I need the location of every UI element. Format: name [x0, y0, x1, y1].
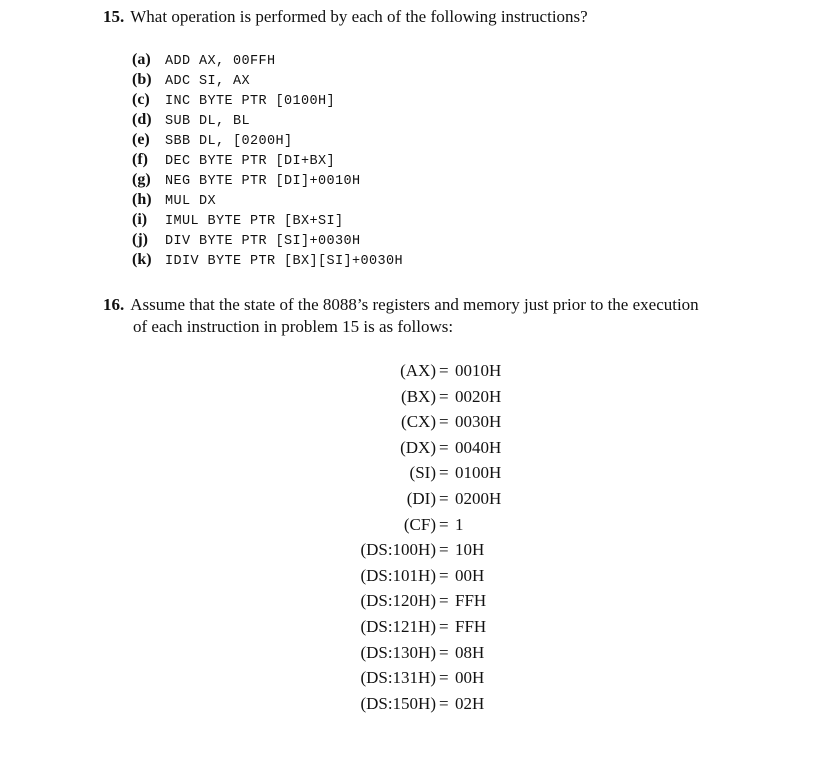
memory-row	[0, 563, 828, 589]
instruction-label: (a)	[132, 51, 151, 68]
register-name: (DI)	[406, 488, 436, 508]
equals-sign: =	[439, 565, 449, 585]
register-row	[0, 409, 828, 435]
instruction-label: (b)	[132, 71, 152, 88]
instruction-code: IDIV BYTE PTR [BX][SI]+0030H	[165, 254, 404, 269]
equals-sign: =	[439, 591, 449, 611]
register-value: 0030H	[455, 412, 502, 432]
memory-row	[0, 691, 828, 717]
instruction-code: ADC SI, AX	[165, 74, 251, 89]
equals-sign: =	[439, 693, 449, 713]
register-value: 1	[455, 514, 464, 534]
problem-15-question: What operation is performed by each of the following instructions?	[130, 7, 588, 26]
instruction-code: DEC BYTE PTR [DI+BX]	[165, 154, 336, 169]
memory-value: 00H	[455, 668, 485, 688]
memory-row	[0, 588, 828, 614]
instruction-item	[132, 250, 403, 270]
instruction-item	[132, 170, 403, 190]
register-row	[0, 358, 828, 384]
register-name: (AX)	[400, 361, 436, 380]
equals-sign: =	[439, 412, 449, 432]
instruction-item	[132, 50, 403, 70]
instruction-code: IMUL BYTE PTR [BX+SI]	[165, 214, 344, 229]
register-name: (BX)	[401, 386, 436, 406]
memory-value: 00H	[455, 565, 485, 585]
instruction-code: ADD AX, 00FFH	[165, 54, 276, 69]
memory-address: (DS:121H)	[360, 616, 436, 636]
memory-row	[0, 614, 828, 640]
register-row	[0, 486, 828, 512]
instruction-code: NEG BYTE PTR [DI]+0010H	[165, 174, 361, 189]
instruction-item	[132, 70, 403, 90]
instruction-code: DIV BYTE PTR [SI]+0030H	[165, 234, 361, 249]
instruction-label: (k)	[132, 251, 152, 268]
memory-address: (DS:150H)	[360, 693, 436, 713]
instruction-item	[132, 190, 403, 210]
memory-row	[0, 537, 828, 563]
memory-value: FFH	[455, 616, 487, 636]
instruction-label: (e)	[132, 131, 150, 148]
register-row	[0, 384, 828, 410]
problem-15-number: 15.	[103, 7, 125, 26]
memory-address: (DS:131H)	[360, 668, 436, 688]
register-value: 0100H	[455, 463, 502, 483]
register-row	[0, 460, 828, 486]
equals-sign: =	[439, 463, 449, 483]
problem-16-text-line-1: Assume that the state of the 8088’s registers and memory just prior to the execution	[130, 295, 699, 314]
equals-sign: =	[439, 642, 449, 662]
instruction-label: (g)	[132, 171, 151, 188]
register-value: 0040H	[455, 437, 502, 457]
register-name: (SI)	[409, 463, 436, 483]
register-row	[0, 435, 828, 461]
memory-address: (DS:101H)	[360, 565, 436, 585]
register-value: 0200H	[455, 488, 502, 508]
instruction-code: MUL DX	[165, 194, 217, 209]
equals-sign: =	[439, 540, 449, 560]
memory-value: 08H	[455, 642, 485, 662]
instruction-item	[132, 210, 403, 230]
instruction-item	[132, 150, 403, 170]
instruction-label: (d)	[132, 111, 152, 128]
instruction-code: INC BYTE PTR [0100H]	[165, 94, 336, 109]
equals-sign: =	[439, 437, 449, 457]
instruction-item	[132, 130, 403, 150]
memory-value: 02H	[455, 693, 485, 713]
equals-sign: =	[439, 616, 449, 636]
register-row	[0, 512, 828, 538]
equals-sign: =	[439, 386, 449, 406]
instruction-label: (h)	[132, 191, 152, 208]
instruction-item	[132, 110, 403, 130]
instruction-item	[132, 90, 403, 110]
register-state-list	[0, 358, 828, 716]
memory-row	[0, 665, 828, 691]
register-name: (DX)	[400, 437, 436, 457]
memory-value: FFH	[455, 591, 487, 611]
memory-address: (DS:100H)	[360, 540, 436, 560]
instruction-label: (c)	[132, 91, 150, 108]
register-value: 0020H	[455, 386, 502, 406]
register-name: (CX)	[401, 412, 436, 432]
register-name: (CF)	[403, 514, 436, 534]
instruction-list	[132, 50, 403, 270]
instruction-code: SBB DL, [0200H]	[165, 134, 293, 149]
memory-row	[0, 640, 828, 666]
problem-16-number: 16.	[103, 295, 125, 314]
register-value: 0010H	[455, 361, 502, 380]
equals-sign: =	[439, 668, 449, 688]
problem-15-heading	[103, 6, 588, 28]
problem-16-heading	[103, 294, 699, 316]
instruction-label: (f)	[132, 151, 148, 168]
memory-value: 10H	[455, 540, 485, 560]
equals-sign: =	[439, 361, 449, 380]
memory-address: (DS:130H)	[360, 642, 436, 662]
equals-sign: =	[439, 488, 449, 508]
instruction-code: SUB DL, BL	[165, 114, 251, 129]
problem-16-text-line-2: of each instruction in problem 15 is as follows:	[133, 317, 454, 336]
equals-sign: =	[439, 514, 449, 534]
instruction-label: (i)	[132, 211, 148, 228]
instruction-item	[132, 230, 403, 250]
memory-address: (DS:120H)	[360, 591, 436, 611]
instruction-label: (j)	[132, 231, 148, 248]
